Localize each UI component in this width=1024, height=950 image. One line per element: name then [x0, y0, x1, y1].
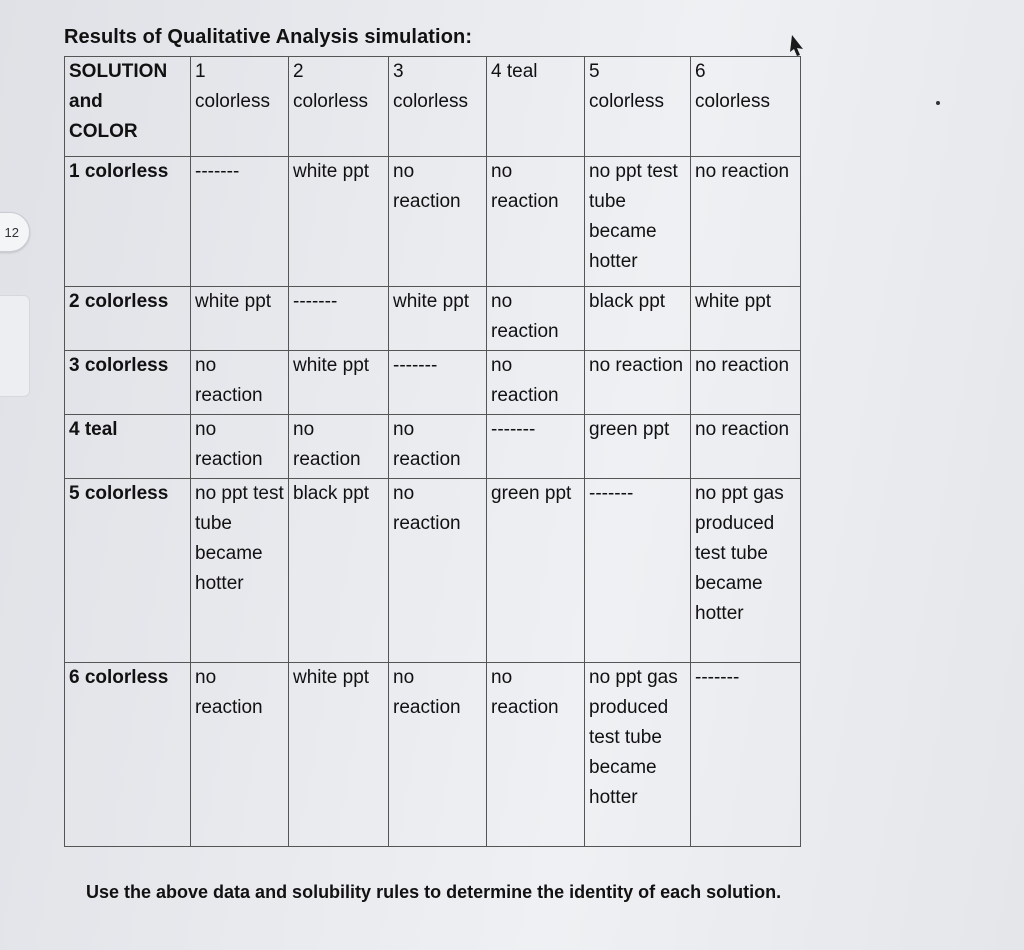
- table-cell: -------: [487, 415, 585, 479]
- row-label: 1 colorless: [65, 157, 191, 287]
- table-cell: no ppt test tube became hotter: [585, 157, 691, 287]
- results-table: [64, 56, 800, 847]
- table-row: [65, 287, 801, 351]
- table-cell: -------: [691, 663, 801, 847]
- header-solution-1: [191, 57, 289, 157]
- header-line: 1: [195, 61, 206, 82]
- table-cell: no reaction: [191, 351, 289, 415]
- header-solution-3: [389, 57, 487, 157]
- table-cell: no reaction: [389, 157, 487, 287]
- table-row: [65, 351, 801, 415]
- table-header-row: [65, 57, 801, 157]
- table-cell: no reaction: [487, 157, 585, 287]
- table-cell: no reaction: [691, 351, 801, 415]
- table-cell: no reaction: [585, 351, 691, 415]
- mouse-pointer-icon: [788, 34, 804, 56]
- table-cell: no ppt gas produced test tube became hotter: [691, 479, 801, 663]
- table-cell: white ppt: [191, 287, 289, 351]
- table-cell: no ppt test tube became hotter: [191, 479, 289, 663]
- table-cell: white ppt: [289, 663, 389, 847]
- instructions-text: Use the above data and solubility rules to determine the identity of each solution.: [86, 882, 782, 902]
- header-line: 3: [393, 61, 404, 82]
- row-label: 2 colorless: [65, 287, 191, 351]
- table-cell: no reaction: [389, 479, 487, 663]
- header-solution-2: [289, 57, 389, 157]
- row-label: 3 colorless: [65, 351, 191, 415]
- table-cell: white ppt: [289, 157, 389, 287]
- header-line: colorless: [293, 91, 368, 112]
- table-cell: no reaction: [691, 415, 801, 479]
- page-number-tab[interactable]: 12: [0, 212, 30, 252]
- header-line: and: [69, 91, 103, 112]
- table-cell: -------: [289, 287, 389, 351]
- header-line: 2: [293, 61, 304, 82]
- header-line: COLOR: [69, 121, 138, 142]
- row-label: 5 colorless: [65, 479, 191, 663]
- table-cell: no reaction: [389, 663, 487, 847]
- row-label: 4 teal: [65, 415, 191, 479]
- header-solution-6: [691, 57, 801, 157]
- header-line: 4 teal: [491, 61, 538, 82]
- header-solution-and-color: [65, 57, 191, 157]
- header-line: colorless: [589, 91, 664, 112]
- table-cell: no reaction: [191, 663, 289, 847]
- table-cell: no ppt gas produced test tube became hotter: [585, 663, 691, 847]
- header-solution-4: [487, 57, 585, 157]
- table-cell: no reaction: [289, 415, 389, 479]
- table-row: [65, 663, 801, 847]
- header-line: colorless: [195, 91, 270, 112]
- row-label: 6 colorless: [65, 663, 191, 847]
- table-cell: green ppt: [487, 479, 585, 663]
- header-line: SOLUTION: [69, 61, 168, 82]
- table-cell: -------: [585, 479, 691, 663]
- table-cell: no reaction: [487, 663, 585, 847]
- table-cell: white ppt: [289, 351, 389, 415]
- page-thumbnail-tab[interactable]: [0, 295, 30, 397]
- page-title: Results of Qualitative Analysis simulation:: [64, 26, 473, 48]
- header-solution-5: [585, 57, 691, 157]
- table-cell: no reaction: [691, 157, 801, 287]
- table-cell: white ppt: [389, 287, 487, 351]
- table-cell: -------: [389, 351, 487, 415]
- table-cell: -------: [191, 157, 289, 287]
- header-line: colorless: [695, 91, 770, 112]
- table-cell: no reaction: [191, 415, 289, 479]
- table-cell: white ppt: [691, 287, 801, 351]
- table-cell: black ppt: [289, 479, 389, 663]
- table-cell: green ppt: [585, 415, 691, 479]
- table-row: [65, 157, 801, 287]
- table-row: [65, 415, 801, 479]
- header-line: 5: [589, 61, 600, 82]
- table-cell: black ppt: [585, 287, 691, 351]
- table-row: [65, 479, 801, 663]
- header-line: colorless: [393, 91, 468, 112]
- table-cell: no reaction: [389, 415, 487, 479]
- stray-mark: [936, 101, 940, 105]
- header-line: 6: [695, 61, 706, 82]
- table-cell: no reaction: [487, 351, 585, 415]
- table-cell: no reaction: [487, 287, 585, 351]
